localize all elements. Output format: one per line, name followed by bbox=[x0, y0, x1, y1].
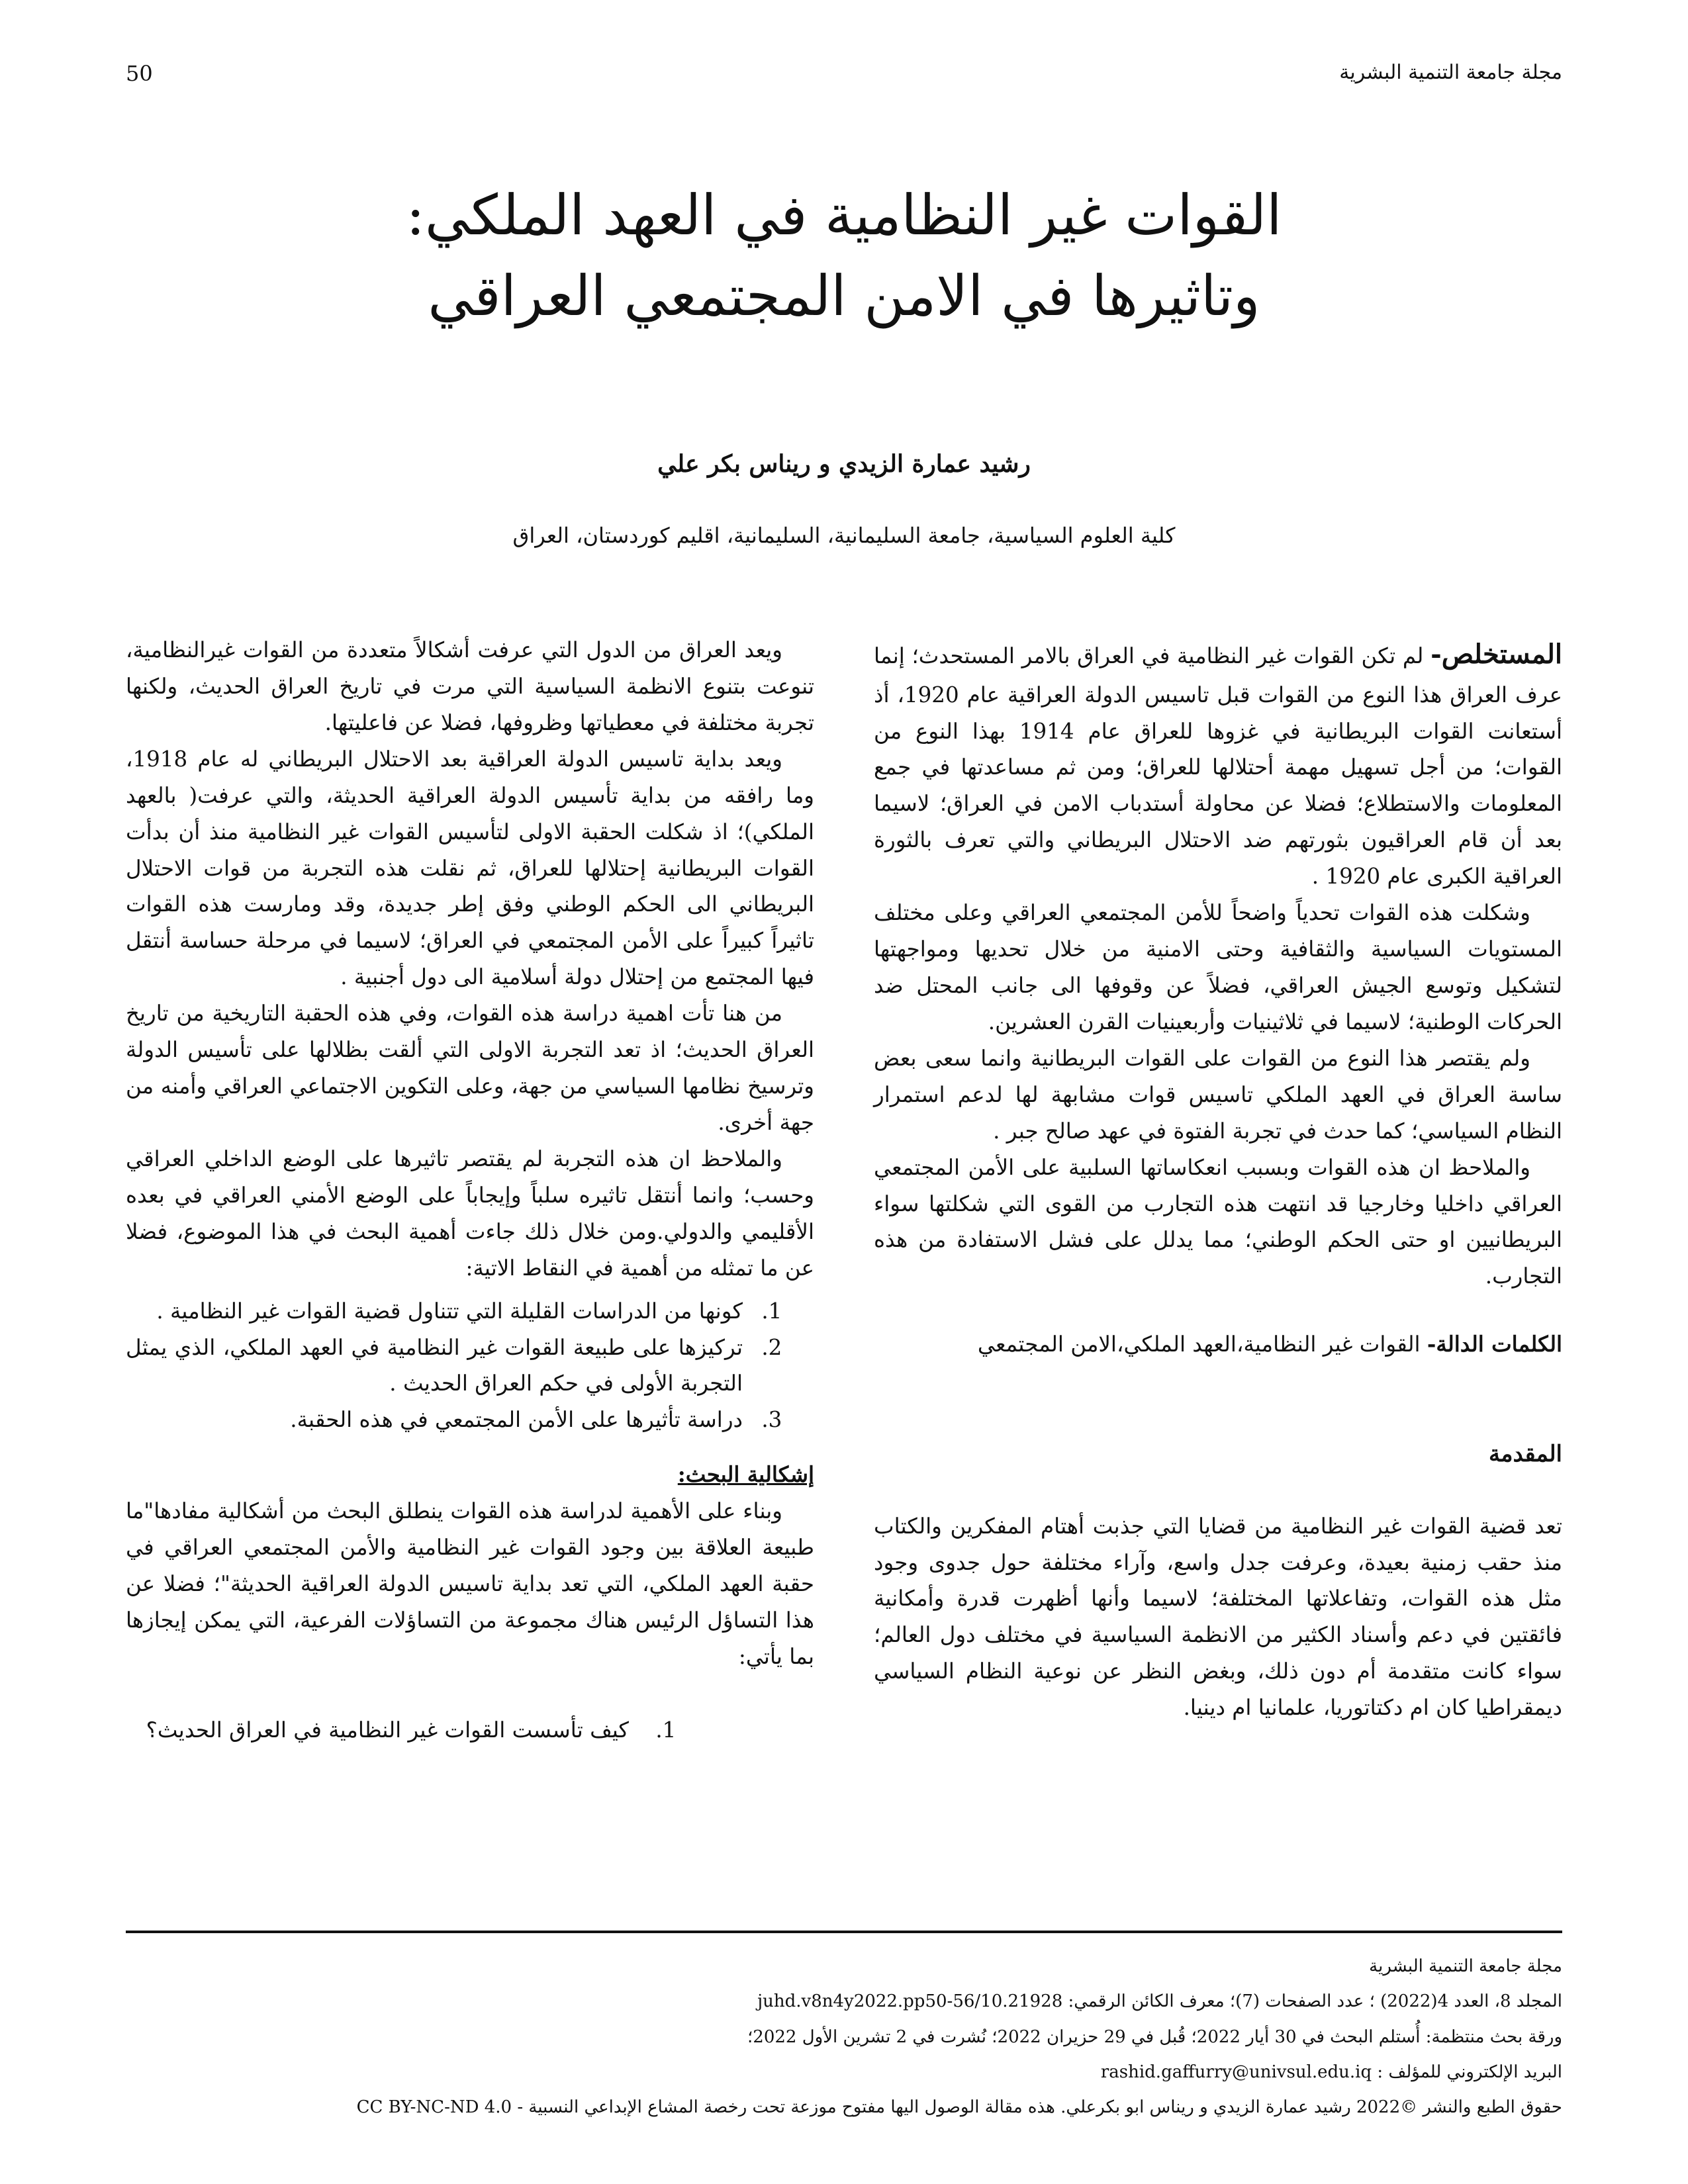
authors: رشيد عمارة الزيدي و ريناس بكر علي bbox=[657, 450, 1031, 478]
questions-list bbox=[126, 1712, 814, 1749]
article-title bbox=[199, 175, 1489, 337]
body-paragraph-2: ويعد بداية تاسيس الدولة العراقية بعد الاحتلال البريطاني له عام 1918، وما رافقه من بداية تأسيس الدولة العراقية الحديثة، والتي عرفت( بالعهد الملكي)؛ اذ شكلت الحقبة الاولى لتأسيس القوات غير النظامية منذ أن بدأت القوات البريطانية إحتلالها للعراق، ثم نقلت هذه التجربة من قوات الاحتلال البريطاني الى الحكم الوطني وفق إطر جديدة، وقد ومارست هذه القوات تاثيراً كبيراً على الأمن المجتمعي في العراق؛ لاسيما في مرحلة حساسة أنتقل فيها المجتمع من إحتلال دولة أسلامية الى دول أجنبية . bbox=[126, 746, 814, 990]
affiliation: كلية العلوم السياسية، جامعة السليمانية، السليمانية، اقليم كوردستان، العراق bbox=[512, 523, 1176, 548]
abstract-text-1: لم تكن القوات غير النظامية في العراق بالامر المستحدث؛ إنما عرف العراق هذا النوع من القوات قبل تاسيس الدولة العراقية عام 1920، أذ أستعانت القوات البريطانية في غزوها للعراق عام 1914 بهذا النوع من القوات؛ من أجل تسهيل مهمة أحتلالها للعراق؛ ومن ثم مساعدتها في جمع المعلومات والاستطلاع؛ فضلا عن محاولة أستدباب الامن في العراق؛ لاسيما بعد أن قام العراقيون بثورتهم ضد الاحتلال البريطاني والتي تعرف بالثورة العراقية الكبرى عام 1920 . bbox=[874, 643, 1563, 889]
footer-rule bbox=[126, 1931, 1562, 1933]
footer-dates-line: ورقة بحث منتظمة: أُستلم البحث في 30 أيار 2022؛ قُبل في 29 حزيران 2022؛ نُشرت في 2 تشرين الأول 2022؛ bbox=[747, 2026, 1562, 2047]
importance-list bbox=[126, 1293, 814, 1439]
footer-license-line: حقوق الطبع والنشر ©2022 رشيد عمارة الزيدي و ريناس ابو بكرعلي. هذه مقالة الوصول اليها مفتوح موزعة تحت رخصة المشاع الإبداعي النسبية - CC BY-NC-ND 4.0 bbox=[356, 2097, 1562, 2118]
email-label: البريد الإلكتروني للمؤلف : bbox=[1377, 2062, 1562, 2082]
left-column bbox=[126, 632, 814, 1749]
abstract-label: المستخلص- bbox=[1430, 639, 1562, 670]
introduction-heading: المقدمة bbox=[1489, 1441, 1562, 1468]
footer bbox=[126, 1949, 1562, 2125]
page-number: 50 bbox=[126, 61, 153, 86]
abstract-paragraph-2: وشكلت هذه القوات تحدياً واضحاً للأمن المجتمعي العراقي وعلى مختلف المستويات السياسية والثقافية وحتى الامنية من خلال تحديها ومواجهتها لتشكيل وتوسع الجيش العراقي، فضلاً عن وقوفها الى جانب المحتل ضد الحركات الوطنية؛ لاسيما في ثلاثينيات وأربعينيات القرن العشرين. bbox=[874, 900, 1562, 1034]
footer-journal-name: مجلة جامعة التنمية البشرية bbox=[1369, 1956, 1562, 1976]
abstract-paragraph-1 bbox=[874, 632, 1562, 895]
body-paragraph-1: ويعد العراق من الدول التي عرفت أشكالاً متعددة من القوات غيرالنظامية، تنوعت بتنوع الانظمة السياسية التي مرت في تاريخ العراق الحديث، ولكنها تجربة مختلفة في معطياتها وظروفها، فضلا عن فاعليتها. bbox=[126, 637, 814, 735]
title-line-2: وتاثيرها في الامن المجتمعي العراقي bbox=[428, 263, 1260, 328]
keywords bbox=[874, 1326, 1562, 1363]
list-item: 3. دراسة تأثيرها على الأمن المجتمعي في هذه الحقبة. bbox=[126, 1402, 755, 1438]
introduction-paragraph-1: تعد قضية القوات غير النظامية من قضايا التي جذبت أهتام المفكرين والكتاب منذ حقب زمنية بعيدة، وعرفت جدل واسع، وآراء مختلفة حول جدوى وجود مثل هذه القوات، وتفاعلاتها المختلفة؛ لاسيما وأنها أظهرت قدرة وأمكانية فائقتين في دعم وأسناد الكثير من الانظمة السياسية في مختلف دول العالم؛ سواء كانت متقدمة أم دون ذلك، وبغض النظر عن نوعية النظام السياسي ديمقراطيا كان ام دكتاتوريا، علمانيا ام دينيا. bbox=[874, 1513, 1562, 1721]
body-paragraph-4: والملاحظ ان هذه التجربة لم يقتصر تاثيرها على الوضع الداخلي العراقي وحسب؛ وانما أنتقل تاثيره سلباً وإيجاباً على الوضع الأمني العراقي في بعده الأقليمي والدولي.ومن خلال ذلك جاءت أهمية البحث في هذا الموضوع، فضلا عن ما تمثله من أهمية في النقاط الاتية: bbox=[126, 1146, 814, 1281]
author-email-link[interactable]: rashid.gaffurry@univsul.edu.iq bbox=[1100, 2062, 1372, 2082]
abstract-paragraph-4: والملاحظ ان هذه القوات وبسبب انعكاساتها السلبية على الأمن المجتمعي العراقي داخليا وخارجيا قد انتهت هذه التجارب من القوى التي شكلتها سواء البريطانيين او حتى الحكم الوطني؛ مما يدلل على فشل الاستفادة من هذه التجارب. bbox=[874, 1154, 1562, 1289]
footer-volume-line: المجلد 8، العدد 4(2022) ؛ عدد الصفحات (7)؛ معرف الكائن الرقمي: 10.21928/juhd.v8n4y2022.pp50-56 bbox=[757, 1991, 1562, 2012]
running-header bbox=[126, 61, 1562, 101]
footer-email-line bbox=[126, 2055, 1562, 2090]
list-item: 1. كونها من الدراسات القليلة التي تتناول قضية القوات غير النظامية . bbox=[126, 1293, 755, 1330]
keywords-label: الكلمات الدالة- bbox=[1427, 1331, 1562, 1357]
problem-paragraph: وبناء على الأهمية لدراسة هذه القوات ينطلق البحث من أشكالية مفادها"ما طبيعة العلاقة بين وجود القوات غير النظامية والأمن المجتمعي العراقي في حقبة العهد الملكي، التي تعد بداية تاسيس الدولة العراقية الحديثة"؛ فضلا عن هذا التساؤل الرئيس هناك مجموعة من التساؤلات الفرعية، التي يمكن إيجازها بما يأتي: bbox=[126, 1498, 814, 1669]
problem-heading: إشكالية البحث: bbox=[677, 1461, 814, 1488]
list-item: 2. تركيزها على طبيعة القوات غير النظامية في العهد الملكي، الذي يمثل التجربة الأولى في حكم العراق الحديث . bbox=[126, 1330, 755, 1402]
keywords-text: القوات غير النظامية،العهد الملكي،الامن المجتمعي bbox=[977, 1332, 1421, 1357]
title-line-1: القوات غير النظامية في العهد الملكي: bbox=[406, 183, 1282, 248]
body-paragraph-3: من هنا تأت اهمية دراسة هذه القوات، وفي هذه الحقبة التاريخية من تاريخ العراق الحديث؛ اذ تعد التجربة الاولى التي ألقت بظلالها على تأسيس الدولة وترسيخ نظامها السياسي من جهة، وعلى التكوين الاجتماعي العراقي وأمنه من جهة أخرى. bbox=[126, 1001, 814, 1135]
right-column bbox=[874, 632, 1562, 1726]
journal-name: مجلة جامعة التنمية البشرية bbox=[1339, 61, 1562, 84]
list-item: 1. كيف تأسست القوات غير النظامية في العراق الحديث؟ bbox=[126, 1712, 649, 1749]
abstract-paragraph-3: ولم يقتصر هذا النوع من القوات على القوات البريطانية وانما سعى بعض ساسة العراق في العهد الملكي تاسيس قوات مشابهة لها لدعم استمرار النظام السياسي؛ كما حدث في تجربة الفتوة في عهد صالح جبر . bbox=[874, 1045, 1562, 1144]
